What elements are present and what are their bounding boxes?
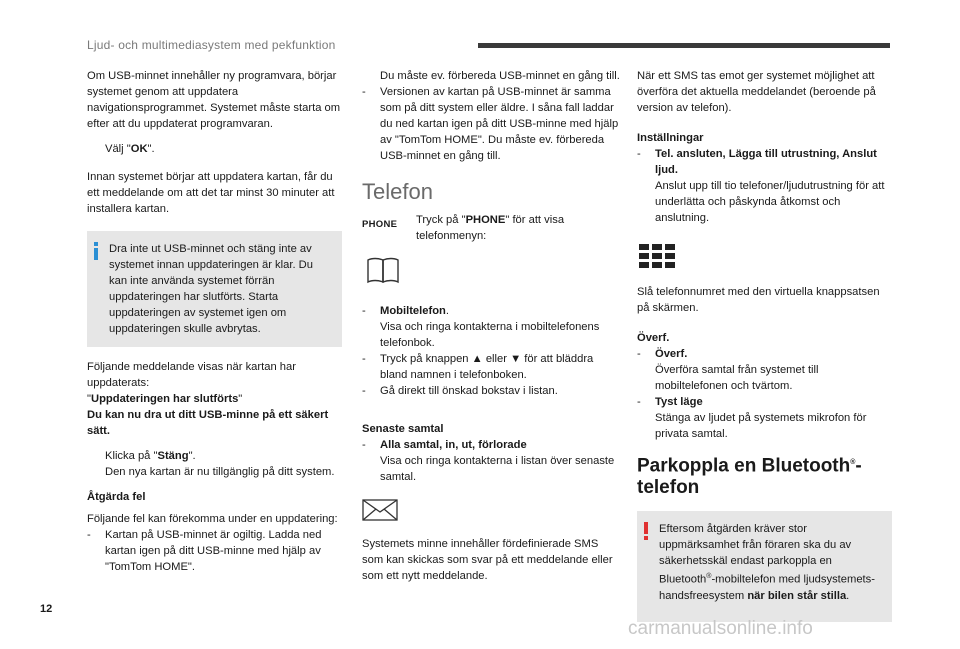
- usb-update-paragraph: Om USB-minnet innehåller ny programvara, börjar systemet genom att uppdatera navigationsprogrammet. Systemet måste starta om efter att du uppdaterat programvaran.: [87, 70, 341, 130]
- scroll-item: - Tryck på knappen ▲ eller ▼ för att bläddra bland namnen i telefonboken.: [362, 353, 594, 381]
- finger-pointer-icon: [87, 141, 97, 157]
- column-2: [362, 68, 620, 584]
- fix-item-1: - Kartan på USB-minnet är ogiltig. Ladda ned kartan igen på ditt USB-minne med hjälp av "TomTom HOME".: [87, 529, 322, 573]
- contacts-item: - Mobiltelefon. Visa och ringa kontakterna i mobiltelefonens telefonbok.: [362, 305, 600, 349]
- completion-message-2: Du kan nu dra ut ditt USB-minne på ett säkert sätt.: [87, 409, 329, 437]
- book-icon: [366, 256, 620, 291]
- page-number: 12: [40, 603, 53, 615]
- finger-pointer-icon: [87, 448, 97, 480]
- fix-heading: Åtgärda fel: [87, 491, 146, 503]
- header-bar: [478, 43, 890, 48]
- step-select-ok: Välj "OK".: [87, 141, 342, 157]
- jump-item: - Gå direkt till önskad bokstav i listan.: [362, 385, 558, 397]
- transfer-item: - Överf. Överföra samtal från systemet till mobiltelefonen och tvärtom.: [637, 348, 819, 392]
- arrow-up-icon: ▲: [471, 353, 483, 365]
- section-title-bluetooth: Parkoppla en Bluetooth®-telefon: [637, 455, 862, 499]
- keypad-paragraph: Slå telefonnumret med den virtuella knappsatsen på skärmen.: [637, 286, 880, 314]
- settings-item: - Tel. ansluten, Lägga till utrustning, Anslut ljud. Anslut upp till tio telefoner/ljudutrustning för att underlätta och påskynda åtkomst och anslutning.: [637, 148, 885, 224]
- warning-icon: [644, 522, 648, 540]
- fix-intro: Följande fel kan förekomma under en uppdatering:: [87, 513, 338, 525]
- map-update-paragraph: Innan systemet börjar att uppdatera kartan, får du ett meddelande om att det tar minst 30 minuter att installera kartan.: [87, 171, 335, 215]
- fix-item-1-cont: Du måste ev. förbereda USB-minnet en gång till.: [380, 70, 620, 82]
- column-1: [87, 68, 342, 575]
- phone-instruction: Tryck på "PHONE" för att visa telefonmenyn:: [416, 214, 565, 242]
- step-click-close: Klicka på "Stäng". Den nya kartan är nu tillgänglig på ditt system.: [87, 448, 342, 480]
- settings-heading: Inställningar: [637, 132, 704, 144]
- header-title: Ljud- och multimediasystem med pekfunktion: [87, 38, 336, 52]
- completion-message-1: "Uppdateringen har slutförts": [87, 393, 243, 405]
- warning-box: [637, 511, 892, 622]
- keypad-icon: [639, 244, 892, 268]
- recent-heading: Senaste samtal: [362, 423, 444, 435]
- recent-item: - Alla samtal, in, ut, förlorade Visa och ringa kontakterna i listan över senaste samtal.: [362, 439, 615, 483]
- sms-paragraph: Systemets minne innehåller fördefinierade SMS som kan skickas som svar på ett meddelande eller som ett nytt meddelande.: [362, 538, 613, 582]
- phone-button-icon: PHONE: [362, 219, 398, 230]
- watermark: carmanualsonline.info: [628, 618, 813, 639]
- warning-text: Eftersom åtgärden kräver stor uppmärksamhet från föraren ska du av säkerhetsskäl endast parkoppla en Bluetooth®-mobiltelefon med ljudsystemets-handsfreesystem när bilen står stilla.: [659, 523, 875, 603]
- arrow-down-icon: ▼: [510, 353, 522, 365]
- ok-label: OK: [130, 143, 148, 155]
- close-label: Stäng: [157, 450, 189, 462]
- column-3: [637, 68, 892, 622]
- transfer-heading: Överf.: [637, 332, 670, 344]
- envelope-icon: [362, 499, 620, 526]
- info-icon: [94, 242, 98, 260]
- phone-row: [362, 212, 620, 244]
- info-text: Dra inte ut USB-minnet och stäng inte av systemet innan uppdateringen är klar. Du kan inte använda systemet förrän uppdateringen har slutförts. Starta uppdateringen av systemet igen om uppdateringen skulle avbrytas.: [109, 243, 313, 335]
- sms-transfer-paragraph: När ett SMS tas emot ger systemet möjlighet att överföra det aktuella meddelandet (beroende på version av telefon).: [637, 70, 876, 114]
- completion-intro: Följande meddelande visas när kartan har uppdaterats:: [87, 361, 296, 389]
- section-title-phone: Telefon: [362, 179, 433, 204]
- fix-item-2: - Versionen av kartan på USB-minnet är samma som på ditt system eller äldre. I såna fall laddar du ned kartan igen på ditt USB-minne med hjälp av "TomTom HOME". Du måste ev. förbereda USB-minnet en gång till.: [362, 86, 619, 162]
- mute-item: - Tyst läge Stänga av ljudet på systemets mikrofon för privata samtal.: [637, 396, 867, 440]
- info-box: [87, 231, 342, 347]
